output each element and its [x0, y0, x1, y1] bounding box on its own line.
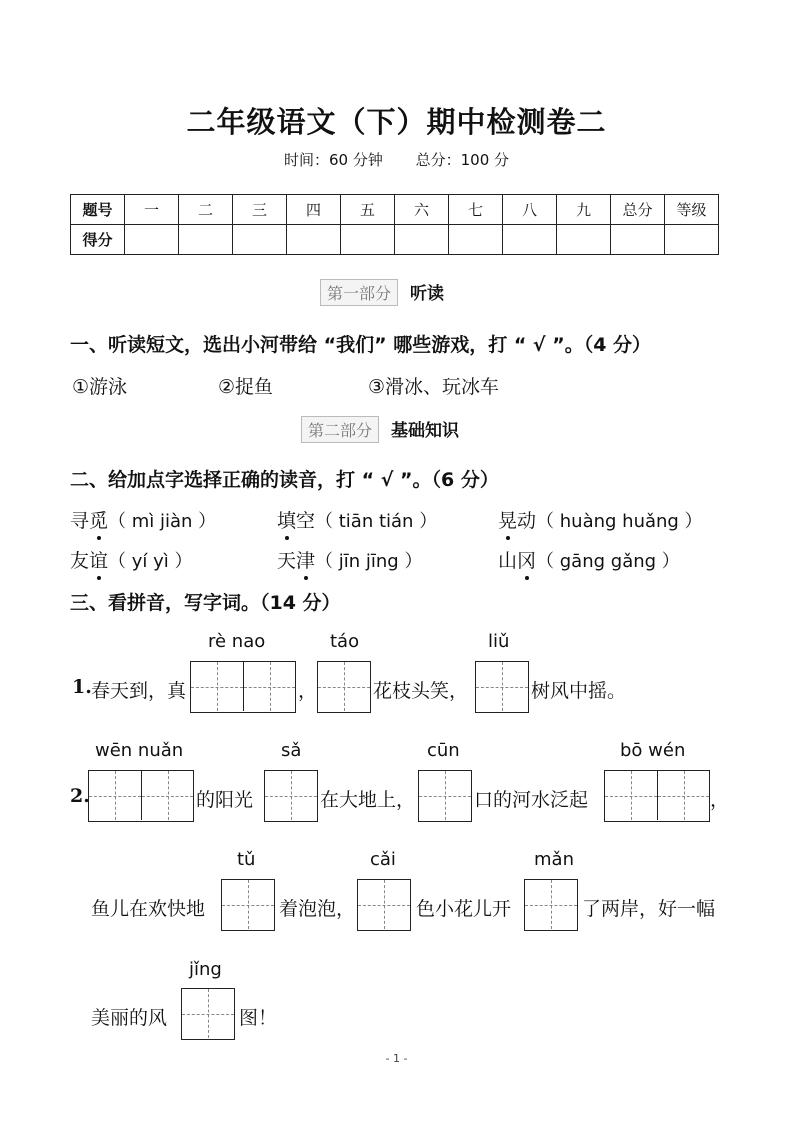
header-cell: 三	[233, 195, 287, 225]
q2-item: 天津（ jīn jīng ）	[277, 546, 422, 573]
time-limit: 时间：60 分钟	[283, 151, 383, 169]
q2-item: 友谊（ yí yì ）	[70, 546, 193, 573]
writing-grid[interactable]	[221, 879, 275, 931]
item-number: 2.	[70, 785, 90, 807]
writing-grid[interactable]	[317, 661, 371, 713]
writing-grid[interactable]	[264, 770, 318, 822]
q1-option[interactable]: ③滑冰、玩冰车	[368, 376, 500, 398]
score-cell[interactable]	[179, 225, 233, 255]
sentence-text: 美丽的风	[91, 1007, 168, 1029]
pinyin-label: liǔ	[488, 631, 510, 652]
writing-grid[interactable]	[88, 770, 194, 822]
pinyin-choices[interactable]: （ huàng huǎng ）	[536, 511, 703, 532]
writing-grid[interactable]	[418, 770, 472, 822]
page-number: - 1 -	[385, 1052, 408, 1065]
header-cell: 八	[503, 195, 557, 225]
part1-name: 听读	[410, 284, 445, 304]
score-cell[interactable]	[611, 225, 665, 255]
sentence-text: 着泡泡，	[279, 898, 356, 920]
header-cell: 二	[179, 195, 233, 225]
sentence-text: 鱼儿在欢快地	[91, 898, 206, 920]
q3-heading: 三、看拼音，写字词。（14 分）	[70, 592, 341, 614]
pinyin-label: táo	[330, 631, 360, 652]
score-cell[interactable]	[503, 225, 557, 255]
header-cell: 六	[395, 195, 449, 225]
header-cell: 九	[557, 195, 611, 225]
writing-grid[interactable]	[190, 661, 296, 713]
q2-item: 填空（ tiān tián ）	[277, 506, 437, 533]
pinyin-label: bō wén	[620, 740, 686, 761]
q2-item: 山冈（ gāng gǎng ）	[498, 546, 680, 573]
pinyin-choices[interactable]: （ jīn jīng ）	[315, 551, 423, 572]
header-cell: 四	[287, 195, 341, 225]
sentence-text: 树风中摇。	[531, 680, 627, 702]
sentence-text: 在大地上，	[320, 789, 416, 811]
q1-heading: 一、听读短文，选出小河带给 “我们” 哪些游戏，打 “ √ ”。（4 分）	[70, 334, 652, 356]
pinyin-choices[interactable]: （ mì jiàn ）	[108, 511, 217, 532]
header-cell: 等级	[665, 195, 719, 225]
part2-name: 基础知识	[391, 421, 460, 441]
part1-label: 第一部分	[320, 279, 398, 306]
header-cell: 五	[341, 195, 395, 225]
sentence-text: 色小花儿开	[416, 898, 512, 920]
pinyin-label: cūn	[427, 740, 460, 761]
score-cell[interactable]	[557, 225, 611, 255]
score-cell[interactable]	[233, 225, 287, 255]
score-table-header-row	[71, 195, 719, 225]
writing-grid[interactable]	[357, 879, 411, 931]
score-cell[interactable]	[395, 225, 449, 255]
pinyin-choices[interactable]: （ yí yì ）	[108, 551, 193, 572]
header-cell: 一	[125, 195, 179, 225]
writing-grid[interactable]	[604, 770, 710, 822]
pinyin-label: wēn nuǎn	[95, 740, 184, 761]
pinyin-choices[interactable]: （ tiān tián ）	[315, 511, 438, 532]
score-cell[interactable]	[125, 225, 179, 255]
pinyin-label: jǐng	[189, 959, 222, 980]
page-title: 二年级语文（下）期中检测卷二	[186, 105, 607, 139]
score-table-score-row	[71, 225, 719, 255]
part2-header	[301, 416, 459, 443]
part2-label: 第二部分	[301, 416, 379, 443]
exam-info	[0, 149, 793, 170]
score-cell[interactable]	[449, 225, 503, 255]
pinyin-label: tǔ	[237, 849, 256, 870]
score-cell[interactable]	[341, 225, 395, 255]
part1-header	[320, 279, 444, 306]
q1-option[interactable]: ②捉鱼	[218, 376, 274, 398]
score-cell[interactable]	[665, 225, 719, 255]
q1-option[interactable]: ①游泳	[72, 376, 128, 398]
pinyin-choices[interactable]: （ gāng gǎng ）	[536, 551, 680, 572]
sentence-text: 口的河水泛起	[474, 789, 589, 811]
sentence-text: ，	[710, 789, 730, 811]
sentence-text: 了两岸，好一幅	[582, 898, 716, 920]
sentence-text: 花枝头笑，	[373, 680, 469, 702]
writing-grid[interactable]	[475, 661, 529, 713]
score-table	[70, 194, 719, 255]
total-score: 总分：100 分	[415, 151, 510, 169]
q2-heading: 二、给加点字选择正确的读音，打 “ √ ”。（6 分）	[70, 469, 499, 491]
sentence-text: 春天到，真	[91, 680, 187, 702]
pinyin-label: sǎ	[281, 740, 302, 761]
score-cell[interactable]	[287, 225, 341, 255]
header-cell: 题号	[71, 195, 125, 225]
sentence-text: 图！	[239, 1007, 278, 1029]
row-label: 得分	[71, 225, 125, 255]
writing-grid[interactable]	[524, 879, 578, 931]
sentence-text: 的阳光	[196, 789, 254, 811]
writing-grid[interactable]	[181, 988, 235, 1040]
sentence-text: ，	[298, 680, 318, 702]
header-cell: 七	[449, 195, 503, 225]
pinyin-label: rè nao	[208, 631, 266, 652]
pinyin-label: cǎi	[370, 849, 396, 870]
q2-item: 寻觅（ mì jiàn ）	[70, 506, 216, 533]
item-number: 1.	[72, 676, 92, 698]
q2-item: 晃动（ huàng huǎng ）	[498, 506, 703, 533]
pinyin-label: mǎn	[534, 849, 574, 870]
header-cell: 总分	[611, 195, 665, 225]
